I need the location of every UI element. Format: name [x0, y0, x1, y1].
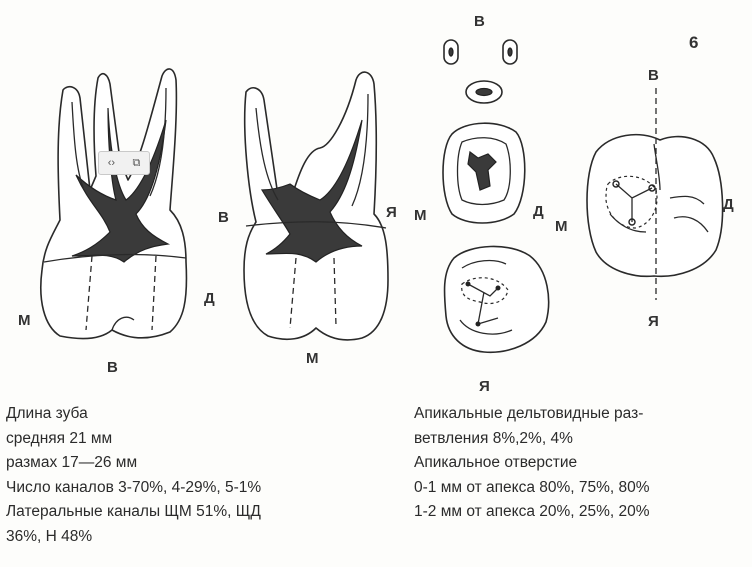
tooth-2-label-mesial: М [306, 350, 319, 367]
caption-line: ветвления 8%,2%, 4% [414, 429, 573, 447]
sections-label-distal: Д [533, 203, 544, 220]
caption-line: Латеральные каналы ЩМ 51%, ЩД [6, 503, 261, 520]
image-toolbar [98, 151, 150, 175]
panel-6-label-buccal: В [648, 67, 659, 84]
panel-6-occlusal-view [587, 88, 723, 300]
caption-line: средняя 21 мм [6, 429, 113, 447]
panel-6-label-mesial: М [555, 218, 568, 235]
cross-sections [443, 40, 549, 352]
tooth-1-label-mesial: М [18, 312, 31, 329]
caption-line: Апикальные дельтовидные раз- [414, 405, 644, 422]
caption-line: Апикальное отверстие [414, 454, 578, 471]
tooth-2-label-lingual: Я [386, 204, 397, 221]
sections-label-buccal: В [474, 13, 485, 30]
caption-line: Число каналов 3-70%, 4-29%, 5-1% [6, 478, 262, 496]
caption-line: 36%, Н 48% [6, 527, 93, 545]
panel-6-label-lingual: Я [648, 313, 659, 330]
tooth-2-label-buccal: В [218, 209, 229, 226]
caption-line: Длина зуба [6, 405, 88, 422]
panel-6-number: 6 [689, 33, 699, 52]
caption-left-column [6, 402, 261, 549]
tooth-1-section [41, 69, 187, 339]
copy-icon[interactable]: ⧉ [132, 156, 141, 169]
caption-right-column [414, 402, 650, 525]
caption-line: размах 17—26 мм [6, 454, 138, 471]
caption-line: 1-2 мм от апекса 20%, 25%, 20% [414, 503, 650, 520]
sections-label-mesial: М [414, 207, 427, 224]
sections-label-lingual: Я [479, 378, 490, 395]
tooth-1-label-buccal: В [107, 359, 118, 376]
tooth-1-label-distal: Д [204, 290, 215, 307]
caption-line: 0-1 мм от апекса 80%, 75%, 80% [414, 478, 650, 496]
tooth-2-section [244, 72, 388, 340]
panel-6-label-distal: Д [723, 196, 734, 213]
code-icon[interactable]: ‹› [107, 156, 116, 169]
